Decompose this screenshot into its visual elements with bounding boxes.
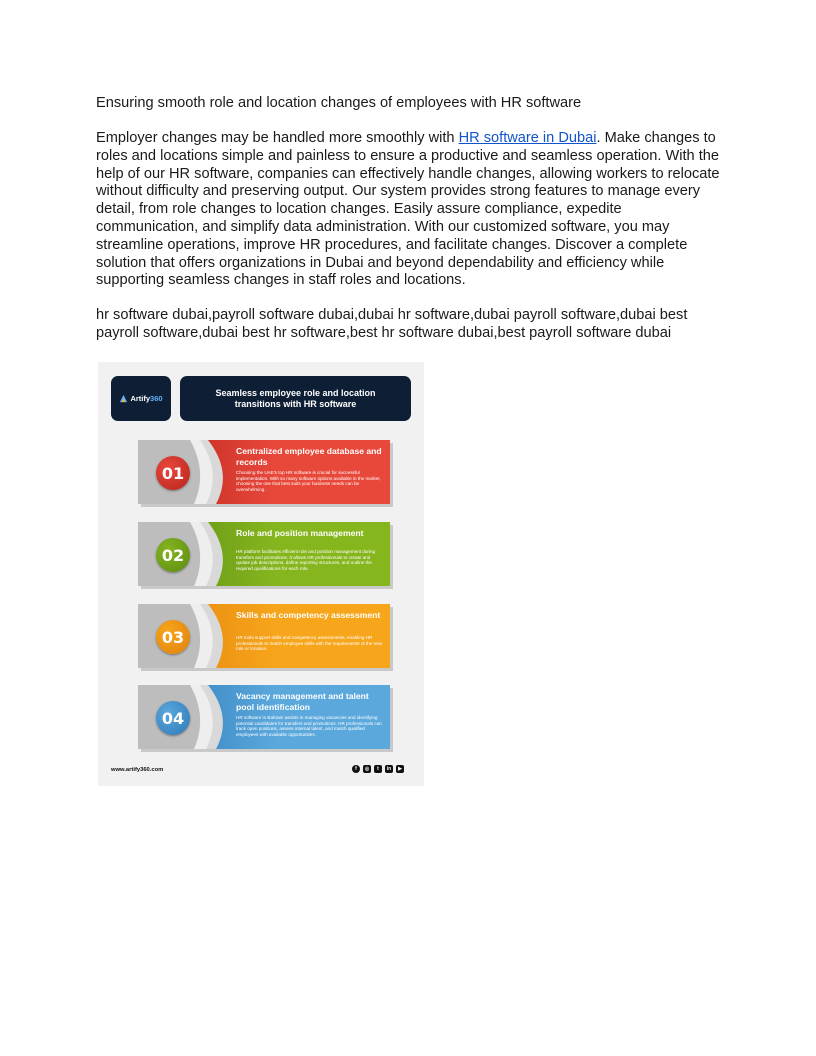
document-body [96, 94, 721, 343]
paragraph-text-start: Employer changes may be handled more smoothly with [96, 130, 459, 146]
hr-software-link[interactable]: HR software in Dubai [458, 130, 597, 146]
intro-paragraph [96, 130, 721, 290]
twitter-icon: t [374, 765, 382, 773]
youtube-icon: ▶ [396, 765, 404, 773]
step-card-2 [138, 522, 390, 586]
social-icons [352, 765, 404, 773]
website-url: www.artify360.com [111, 767, 164, 773]
facebook-icon: f [352, 765, 360, 773]
card-body: HR software in Bahrain assists in managing vacancies and identifying potential candidates for transfers and promotions. HR professionals can track open positions, assess internal talent, and match qualified employees with available opportunities. [236, 715, 382, 738]
step-card-4 [138, 685, 390, 749]
logo-mark-icon [119, 394, 128, 403]
card-body: HR tools support skills and competency assessments, enabling HR professionals to match employee skills with the requirements of the new role or location. [236, 635, 383, 652]
linkedin-icon: in [386, 766, 392, 772]
infographic-header [180, 376, 411, 421]
infographic-image [98, 362, 424, 786]
keywords-paragraph: hr software dubai,payroll software dubai,dubai hr software,dubai payroll software,dubai best payroll software,dubai best hr software,best hr software dubai,best payroll software dubai [96, 307, 688, 341]
card-title: Centralized employee database and records [236, 446, 382, 467]
paragraph-text-end: . Make changes to roles and locations simple and painless to ensure a productive and seamless operation. With the help of our HR software, companies can effectively handle changes, allowing workers to relocate without difficulty and preserving output. Our system provides strong features to manage every detail, from role changes to location changes. Easily assure compliance, expedite communication, and simplify data administration. With our customized software, you may streamline operations, improve HR procedures, and facilitate changes. Discover a complete solution that offers organizations in Dubai and beyond dependability and efficiency while supporting seamless changes in staff roles and locations. [96, 130, 720, 289]
card-title: Vacancy management and talent pool identification [236, 691, 369, 712]
document-title: Ensuring smooth role and location changes of employees with HR software [96, 95, 582, 111]
card-body: HR platform facilitates efficient role and position management during transfers and promotions. It allows HR professionals to create and update job descriptions, define reporting structures, and outline the required qualifications for each role. [236, 549, 376, 572]
logo-text: Artify360 [130, 394, 163, 403]
step-number-badge: 04 [156, 701, 190, 735]
step-number-badge: 02 [156, 538, 190, 572]
step-number-badge: 03 [156, 620, 190, 654]
step-card-3 [138, 604, 390, 668]
step-number-badge: 01 [156, 456, 190, 490]
card-body: Choosing the UAE's top HR software is crucial for successful implementation. With so many software options available in the market, choosing the one that best suits your business needs can be overwhelming. [236, 470, 381, 493]
artify360-logo [111, 376, 171, 421]
card-title: Skills and competency assessment [236, 610, 381, 620]
step-card-1 [138, 440, 390, 504]
card-title: Role and position management [236, 528, 364, 538]
infographic-heading: Seamless employee role and location transitions with HR software [215, 387, 376, 409]
instagram-icon: ◎ [364, 766, 370, 772]
